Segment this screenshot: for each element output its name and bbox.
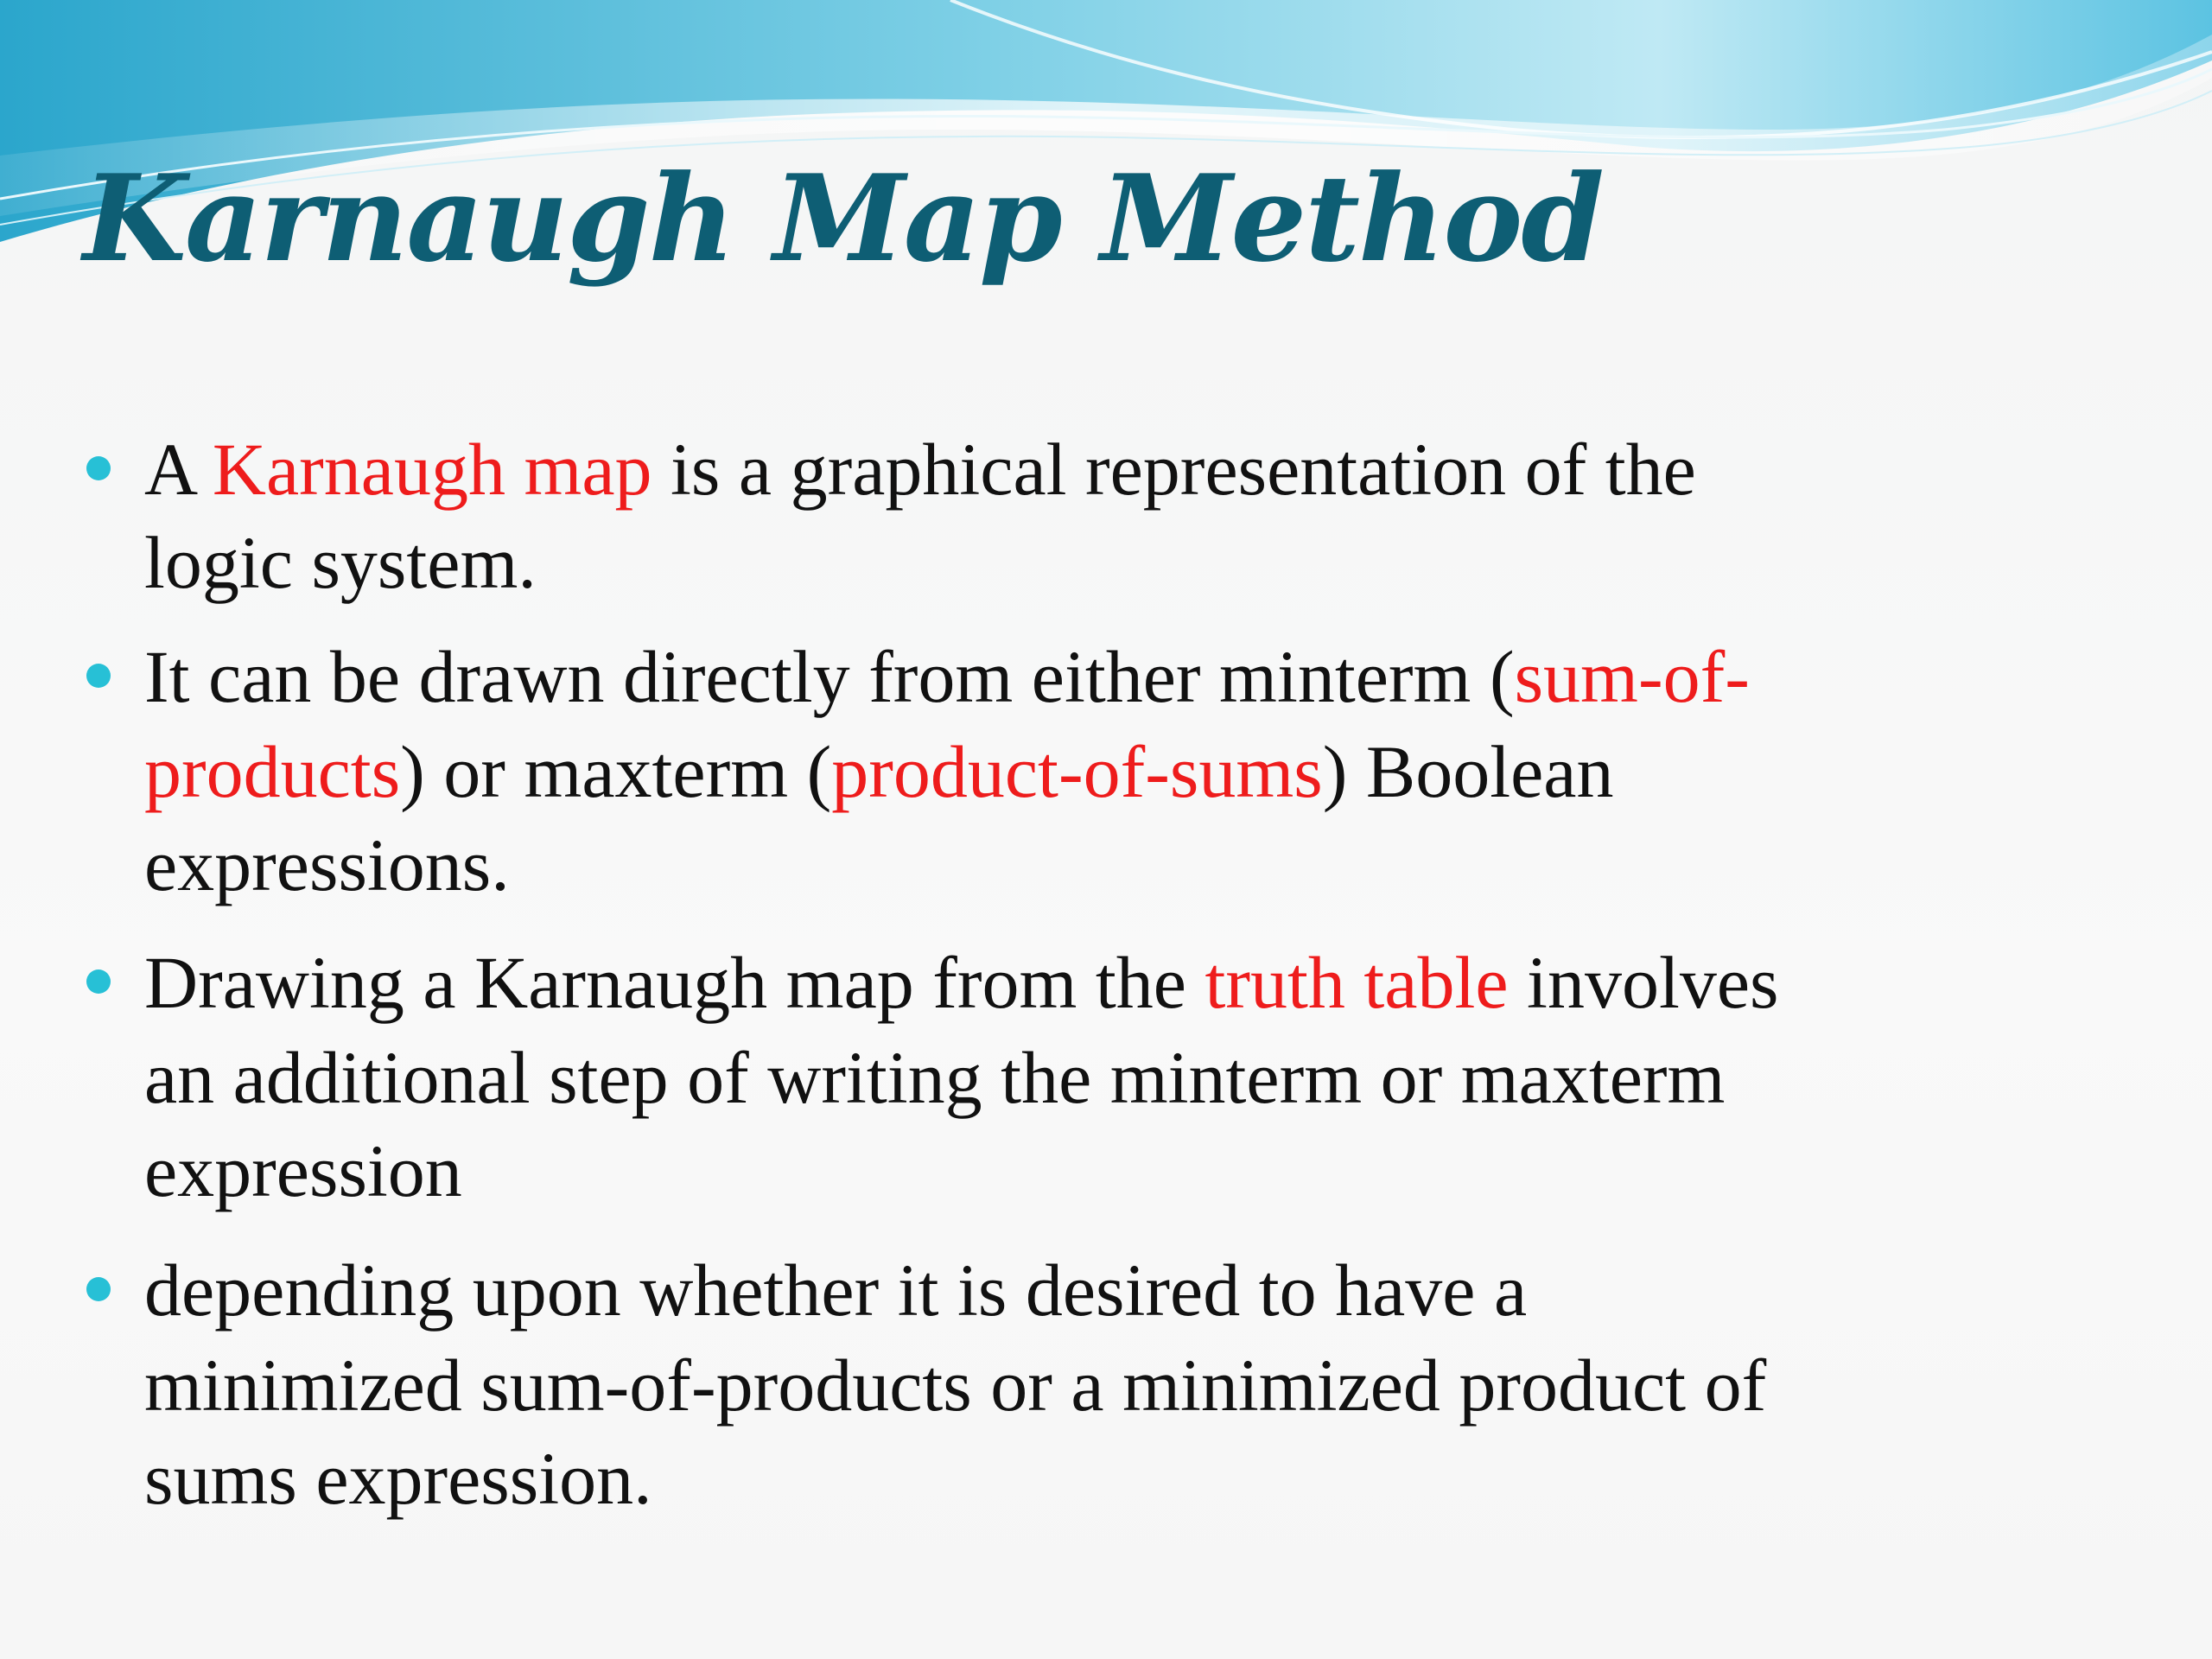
bullet-dot-icon [86,969,111,994]
bullet-line [144,422,1696,517]
bullet-line [144,629,1750,724]
bullet-text: depending upon whether it is desired to have a [144,1249,1528,1332]
bullet-line [144,515,537,610]
bullet-line [144,1030,1725,1125]
bullet-text: ) or maxterm ( [400,730,832,813]
bullet-line [144,1243,1527,1338]
bullet-highlight: product-of-sums [831,730,1323,813]
bullet-text: It can be drawn directly from either minterm ( [144,635,1515,718]
bullet-line [144,1123,462,1218]
bullet-text: ) Boolean [1322,730,1614,813]
bullet-dot-icon [86,1277,111,1301]
bullet-dot-icon [86,664,111,688]
bullet-text: A [144,428,213,511]
bullet-text: logic system. [144,521,537,604]
bullet-text: Drawing a Karnaugh map from the [144,941,1205,1024]
bullet-highlight: truth table [1205,941,1509,1024]
bullet-text: minimized sum-of-products or a minimized product of [144,1344,1767,1427]
bullet-text: expression [144,1129,462,1212]
bullet-highlight: Karnaugh map [212,428,652,511]
bullet-text: involves [1508,941,1779,1024]
slide-title: Karnaugh Map Method [83,148,1603,289]
bullet-highlight: sum-of- [1514,635,1750,718]
bullet-line [144,1431,652,1526]
bullet-text: expressions. [144,823,510,906]
bullet-line [144,817,510,912]
bullet-line [144,935,1778,1030]
bullet-line [144,724,1613,819]
bullet-text: is a graphical representation of the [652,428,1696,511]
bullet-text: an additional step of writing the minterm or maxterm [144,1036,1726,1119]
bullet-highlight: products [144,730,401,813]
bullet-dot-icon [86,456,111,480]
bullet-line [144,1338,1766,1433]
bullet-text: sums expression. [144,1437,652,1520]
